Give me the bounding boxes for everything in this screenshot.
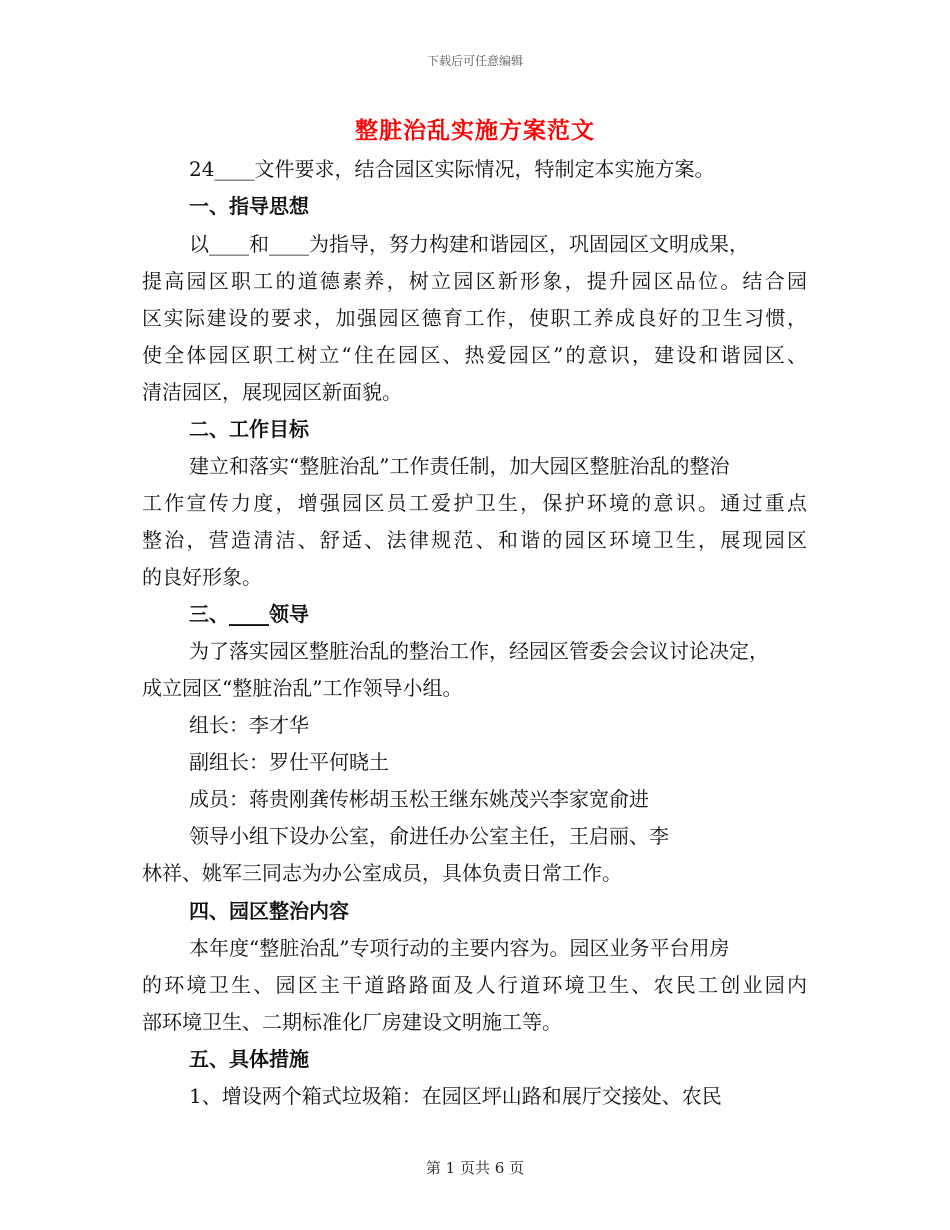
members-line: 成员：蒋贵刚龚传彬胡玉松王继东姚茂兴李家宽俞进 [189, 787, 649, 811]
section-2-line: 整治，营造清洁、舒适、法律规范、和谐的园区环境卫生，展现园区 [142, 528, 807, 552]
section-2-line: 建立和落实“整脏治乱”工作责任制，加大园区整脏治乱的整治 [189, 454, 730, 478]
page-header: 下载后可任意编辑 [426, 54, 523, 68]
page-footer: 第 1 页共 6 页 [425, 1159, 525, 1177]
section-heading-2: 二、工作目标 [189, 417, 309, 441]
section-3-line: 领导小组下设办公室，俞进任办公室主任，王启丽、李 [189, 824, 669, 848]
section-heading-5: 五、具体措施 [189, 1047, 309, 1071]
section-3-line: 成立园区“整脏治乱”工作领导小组。 [142, 676, 463, 700]
section-1-line: 提高园区职工的道德素养，树立园区新形象，提升园区品位。结合园 [142, 269, 807, 293]
section-3-line: 为了落实园区整脏治乱的整治工作，经园区管委会会议讨论决定， [189, 639, 769, 663]
section-4-line: 的环境卫生、园区主干道路路面及人行道环境卫生、农民工创业园内 [142, 973, 807, 997]
section-2-line: 工作宣传力度，增强园区员工爱护卫生，保护环境的意识。通过重点 [142, 491, 807, 515]
section-1-line: 清洁园区，展现园区新面貌。 [142, 380, 402, 404]
leader-line: 组长：李才华 [189, 713, 309, 737]
section-heading-4: 四、园区整治内容 [189, 899, 349, 923]
section-1-line: 以____和____为指导，努力构建和谐园区，巩固园区文明成果， [189, 232, 749, 256]
section-2-line: 的良好形象。 [142, 565, 262, 589]
section-1-line: 使全体园区职工树立“住在园区、热爱园区”的意识，建设和谐园区、 [142, 343, 807, 367]
section-4-line: 部环境卫生、二期标准化厂房建设文明施工等。 [142, 1010, 562, 1034]
deputy-leader-line: 副组长：罗仕平何晓土 [189, 750, 389, 774]
section-1-line: 区实际建设的要求，加强园区德育工作，使职工养成良好的卫生习惯， [142, 306, 807, 330]
section-5-line: 1、增设两个箱式垃圾箱：在园区坪山路和展厅交接处、农民 [189, 1084, 722, 1108]
section-heading-1: 一、指导思想 [189, 194, 309, 218]
section-heading-3: 三、____领导 [189, 602, 309, 626]
section-4-line: 本年度“整脏治乱”专项行动的主要内容为。园区业务平台用房 [189, 936, 730, 960]
document-title: 整脏治乱实施方案范文 [355, 117, 595, 144]
intro-paragraph: 24____文件要求，结合园区实际情况，特制定本实施方案。 [189, 157, 715, 181]
section-3-line: 林祥、姚军三同志为办公室成员，具体负责日常工作。 [142, 861, 622, 885]
